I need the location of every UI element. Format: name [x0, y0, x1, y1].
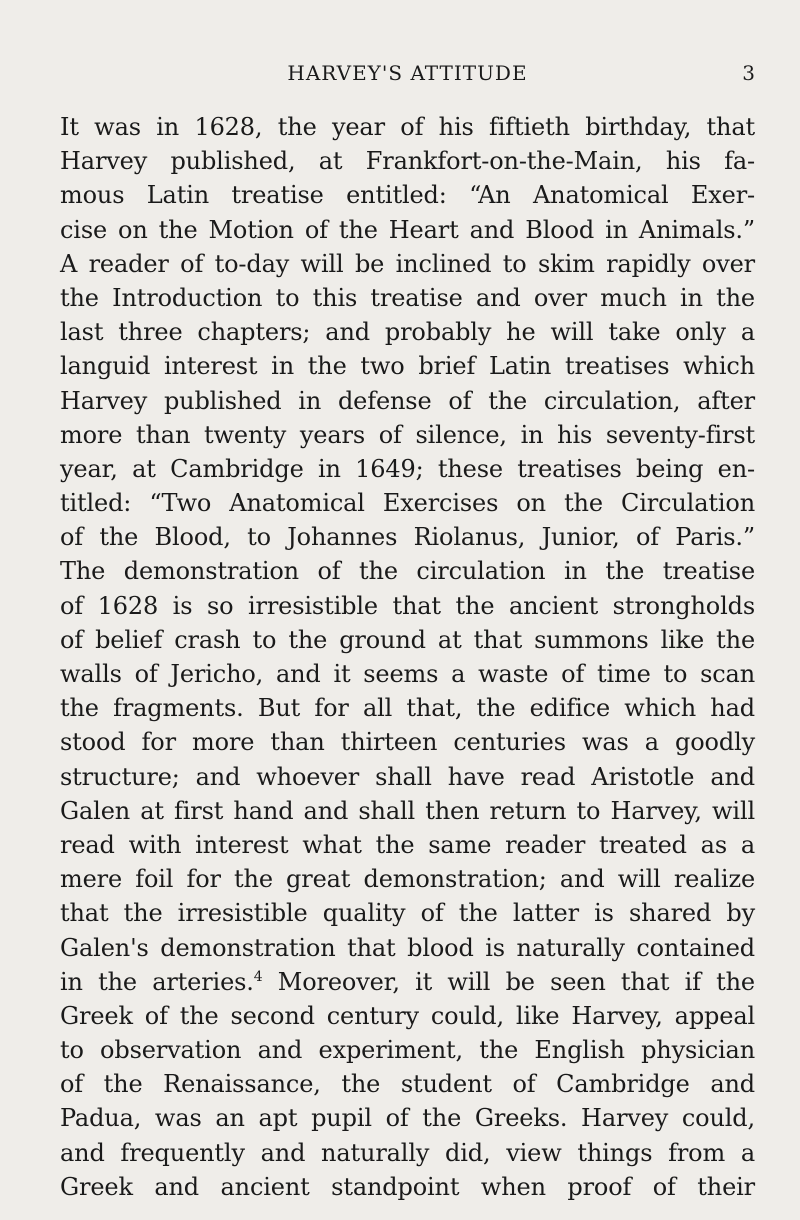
text-line: of 1628 is so irresistible that the ancient strongholds: [60, 591, 755, 620]
text-line: and frequently and naturally did, view things from a: [60, 1138, 755, 1167]
text-line: mous Latin treatise entitled: “An Anatomical Exer-: [60, 181, 755, 210]
text-line: last three chapters; and probably he will take only a: [60, 318, 755, 347]
book-page: [60, 0, 755, 1220]
text-line: year, at Cambridge in 1649; these treatises being en-: [60, 454, 755, 483]
text-line: Greek of the second century could, like Harvey, appeal: [60, 1001, 755, 1030]
text-line: cise on the Motion of the Heart and Blood in Animals.”: [60, 215, 755, 244]
text-line: Galen's demonstration that blood is naturally contained: [60, 933, 755, 962]
text-line: Padua, was an apt pupil of the Greeks. Harvey could,: [60, 1104, 755, 1133]
text-fragment: Moreover, it will be seen that if the: [277, 967, 755, 996]
text-line: The demonstration of the circulation in the treatise: [60, 557, 755, 586]
text-line: more than twenty years of silence, in his seventy-first: [60, 420, 755, 449]
text-line: titled: “Two Anatomical Exercises on the Circulation: [60, 489, 755, 518]
text-line: stood for more than thirteen centuries was a goodly: [60, 728, 755, 757]
body-text: [60, 110, 755, 1204]
text-line: to observation and experiment, the English physician: [60, 1036, 755, 1065]
text-line: of belief crash to the ground at that summons like the: [60, 625, 755, 654]
text-line: that the irresistible quality of the latter is shared by: [60, 899, 755, 928]
text-line: of the Blood, to Johannes Riolanus, Junior, of Paris.”: [60, 523, 755, 552]
text-fragment: in the arteries.: [60, 967, 254, 996]
text-line: read with interest what the same reader treated as a: [60, 830, 755, 859]
running-title: HARVEY'S ATTITUDE: [287, 61, 528, 85]
text-line: Greek and ancient standpoint when proof of their: [60, 1172, 755, 1201]
text-line: Harvey published, at Frankfort-on-the-Main, his fa-: [60, 147, 755, 176]
page-number: 3: [742, 61, 755, 85]
text-line: structure; and whoever shall have read Aristotle and: [60, 762, 755, 791]
text-line: of the Renaissance, the student of Cambridge and: [60, 1070, 755, 1099]
text-line: the fragments. But for all that, the edifice which had: [60, 694, 755, 723]
footnote-reference[interactable]: 4: [253, 968, 263, 985]
text-line: mere foil for the great demonstration; and will realize: [60, 865, 755, 894]
text-line: the Introduction to this treatise and over much in the: [60, 283, 755, 312]
text-line-with-footnote: [60, 965, 755, 999]
text-line: Harvey published in defense of the circulation, after: [60, 386, 755, 415]
text-line: languid interest in the two brief Latin treatises which: [60, 352, 755, 381]
text-line: Galen at first hand and shall then return to Harvey, will: [60, 796, 755, 825]
running-head: [60, 60, 755, 90]
text-line: walls of Jericho, and it seems a waste of time to scan: [60, 660, 755, 688]
text-line: A reader of to-day will be inclined to skim rapidly over: [60, 249, 755, 278]
text-line: It was in 1628, the year of his fiftieth birthday, that: [60, 113, 755, 141]
